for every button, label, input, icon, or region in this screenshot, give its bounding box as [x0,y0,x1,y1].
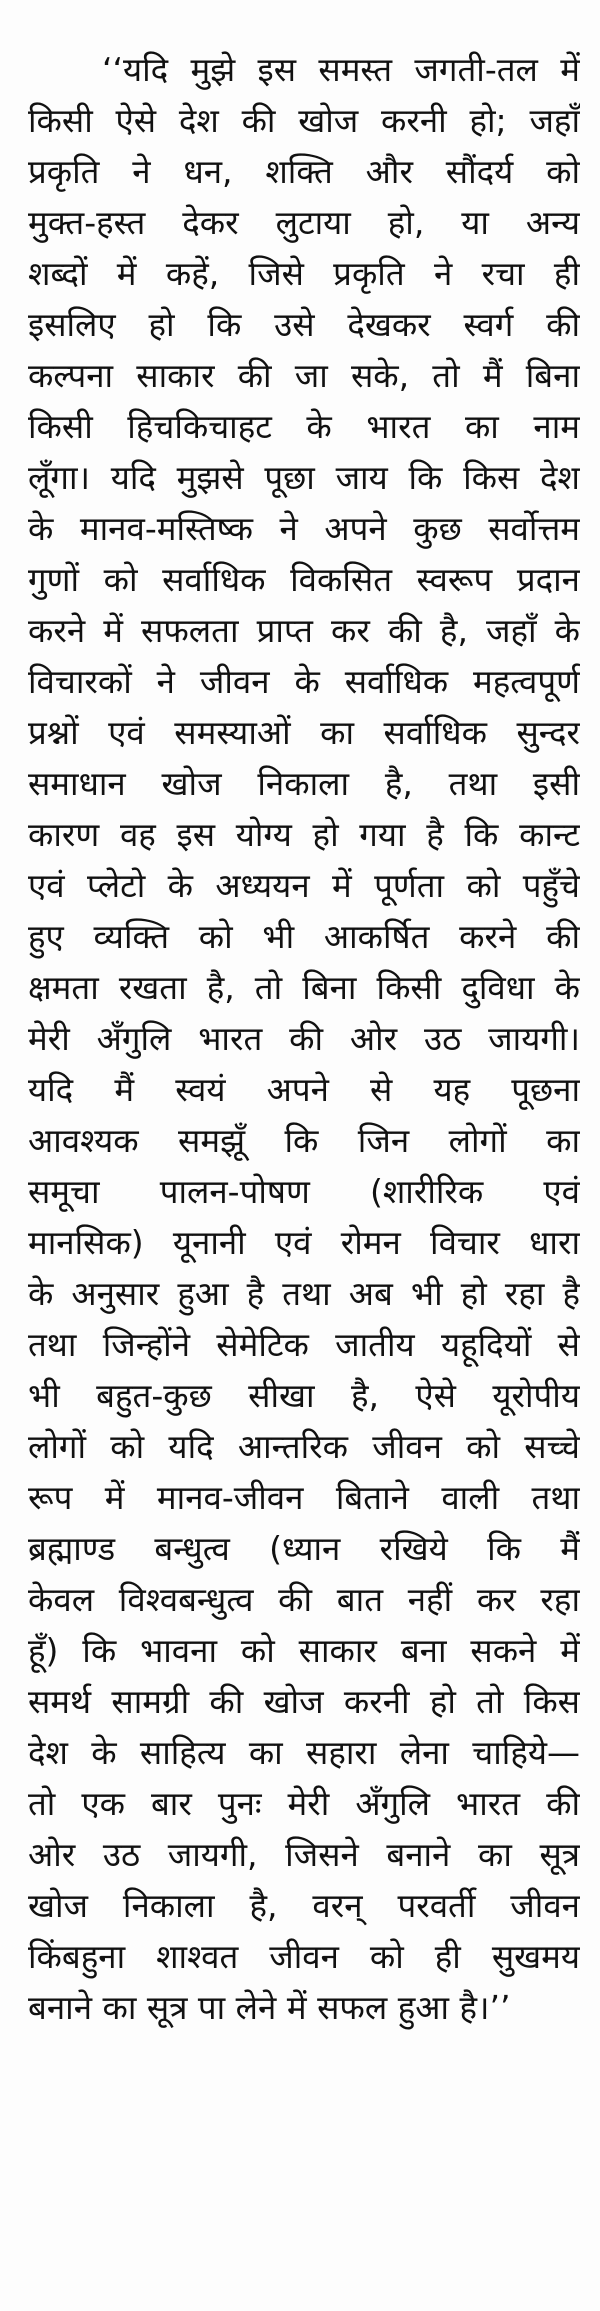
passage-line: प्रकृति ने धन, शक्ति और सौंदर्य को [28,152,580,191]
passage-line: समूचा पालन-पोषण (शारीरिक एवं [28,1172,580,1211]
passage-line: मानसिक) यूनानी एवं रोमन विचार धारा [28,1223,580,1262]
passage-line: इसलिए हो कि उसे देखकर स्वर्ग की [28,305,580,344]
passage-line: रूप में मानव-जीवन बिताने वाली तथा [28,1478,580,1517]
passage-line: गुणों को सर्वाधिक विकसित स्वरूप प्रदान [28,560,580,599]
passage-line: शब्दों में कहें, जिसे प्रकृति ने रचा ही [28,254,580,293]
passage-line: ओर उठ जायगी, जिसने बनाने का सूत्र [28,1835,580,1874]
passage-line: ‘‘यदि मुझे इस समस्त जगती-तल में [102,50,580,89]
passage-line: हूँ) कि भावना को साकार बना सकने में [28,1631,580,1670]
passage-line: कल्पना साकार की जा सके, तो मैं बिना [28,356,580,395]
passage-line: तथा जिन्होंने सेमेटिक जातीय यहूदियों से [28,1325,580,1364]
passage-line: विचारकों ने जीवन के सर्वाधिक महत्वपूर्ण [28,662,580,701]
passage-line: ब्रह्माण्ड बन्धुत्व (ध्यान रखिये कि मैं [28,1529,580,1568]
passage-line: के मानव-मस्तिष्क ने अपने कुछ सर्वोत्तम [28,509,580,548]
passage-line: बनाने का सूत्र पा लेने में सफल हुआ है।’’ [28,1988,511,2027]
passage-line: यदि मैं स्वयं अपने से यह पूछना [28,1070,580,1109]
passage-line: देश के साहित्य का सहारा लेना चाहिये— [28,1733,580,1772]
passage-line: लोगों को यदि आन्तरिक जीवन को सच्चे [28,1427,580,1466]
passage-line: किसी ऐसे देश की खोज करनी हो; जहाँ [28,101,580,140]
passage-line: मुक्त-हस्त देकर लुटाया हो, या अन्य [28,203,580,242]
passage-line: तो एक बार पुनः मेरी अँगुलि भारत की [28,1784,580,1823]
passage-line: भी बहुत-कुछ सीखा है, ऐसे यूरोपीय [28,1376,580,1415]
passage-line: प्रश्नों एवं समस्याओं का सर्वाधिक सुन्दर [28,713,580,752]
passage-line: केवल विश्वबन्धुत्व की बात नहीं कर रहा [28,1580,580,1619]
passage-line: खोज निकाला है, वरन् परवर्ती जीवन [28,1886,580,1925]
passage-line: किंबहुना शाश्वत जीवन को ही सुखमय [28,1937,580,1976]
passage-line: करने में सफलता प्राप्त कर की है, जहाँ के [28,611,580,650]
passage-line: समाधान खोज निकाला है, तथा इसी [28,764,580,803]
passage-line: आवश्यक समझूँ कि जिन लोगों का [28,1121,580,1160]
passage-line: के अनुसार हुआ है तथा अब भी हो रहा है [28,1274,580,1313]
passage-text [28,44,580,2033]
passage-line: किसी हिचकिचाहट के भारत का नाम [28,407,580,446]
passage-line: मेरी अँगुलि भारत की ओर उठ जायगी। [28,1019,580,1058]
passage-line: एवं प्लेटो के अध्ययन में पूर्णता को पहुँचे [28,866,580,905]
passage-line: समर्थ सामग्री की खोज करनी हो तो किस [28,1682,580,1721]
passage-line: हुए व्यक्ति को भी आकर्षित करने की [28,917,580,956]
passage-line: लूँगा। यदि मुझसे पूछा जाय कि किस देश [28,458,580,497]
passage-line: कारण वह इस योग्य हो गया है कि कान्ट [28,815,580,854]
passage-line: क्षमता रखता है, तो बिना किसी दुविधा के [28,968,580,1007]
